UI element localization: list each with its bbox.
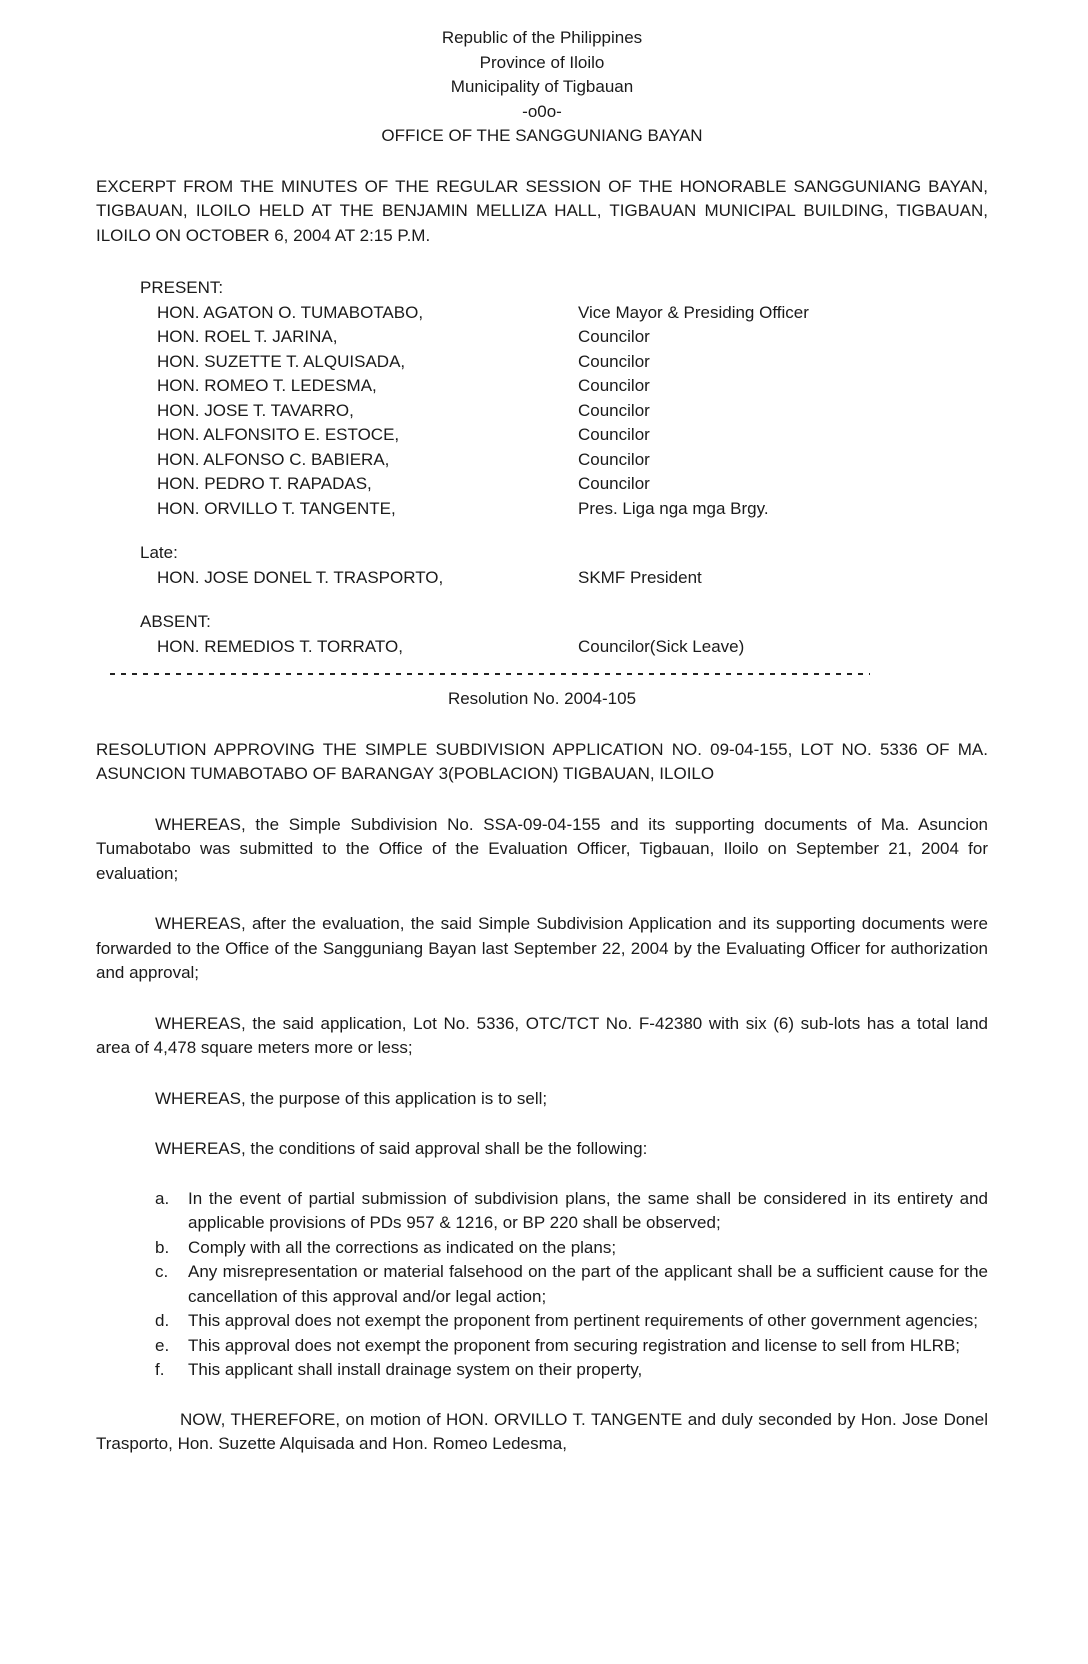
attendance-row xyxy=(96,566,988,591)
councilor-position: Councilor xyxy=(578,425,650,444)
condition-letter: d. xyxy=(155,1311,170,1330)
councilor-position: Councilor xyxy=(578,449,650,469)
councilor-name: HON. ROEL T. JARINA, xyxy=(157,327,338,346)
attendance-row xyxy=(96,423,988,448)
header-republic: Republic of the Philippines xyxy=(441,28,643,47)
councilor-name: HON. JOSE DONEL T. TRASPORTO, xyxy=(157,567,444,587)
absent-label: ABSENT: xyxy=(140,612,211,631)
whereas-paragraph: WHEREAS, the said application, Lot No. 5336, OTC/TCT No. F-42380 with six (6) sub-lots has a total land area of 4,478 square meters more or less; xyxy=(96,1013,988,1057)
condition-letter: f. xyxy=(155,1360,165,1379)
resolution-number: Resolution No. 2004-105 xyxy=(447,689,637,708)
conditions-list xyxy=(96,1187,988,1383)
attendance-row xyxy=(96,497,988,522)
councilor-position: Councilor xyxy=(578,376,650,395)
condition-text: This approval does not exempt the proponent from pertinent requirements of other government agencies; xyxy=(188,1311,979,1330)
condition-text: Any misrepresentation or material falsehood on the part of the applicant shall be a sufficient cause for the cancellation of this approval and/or legal action; xyxy=(188,1262,988,1306)
dashed-separator xyxy=(110,673,870,675)
condition-letter: c. xyxy=(155,1262,169,1281)
councilor-name: HON. AGATON O. TUMABOTABO, xyxy=(157,302,424,322)
councilor-position: SKMF President xyxy=(578,567,702,587)
whereas-paragraph: WHEREAS, the conditions of said approval shall be the following: xyxy=(155,1139,648,1158)
condition-text: Comply with all the corrections as indicated on the plans; xyxy=(188,1237,617,1257)
absent-section xyxy=(96,610,988,659)
condition-letter: a. xyxy=(155,1188,170,1208)
attendance-row xyxy=(96,301,988,326)
header-municipality: Municipality of Tigbauan xyxy=(450,77,634,96)
condition-item xyxy=(96,1187,988,1236)
councilor-position: Councilor xyxy=(578,474,650,493)
closing-paragraph: NOW, THEREFORE, on motion of HON. ORVILLO T. TANGENTE and duly seconded by Hon. Jose Donel Trasporto, Hon. Suzette Alquisada and Hon. Romeo Ledesma, xyxy=(96,1409,988,1453)
header-province: Province of Iloilo xyxy=(479,52,605,72)
condition-item xyxy=(96,1334,988,1359)
header-ornament: -o0o- xyxy=(522,101,562,121)
present-label: PRESENT: xyxy=(140,278,224,297)
late-label: Late: xyxy=(140,543,178,562)
councilor-name: HON. ALFONSITO E. ESTOCE, xyxy=(157,425,400,444)
excerpt-paragraph: EXCERPT FROM THE MINUTES OF THE REGULAR SESSION OF THE HONORABLE SANGGUNIANG BAYAN, TIGBAUAN, ILOILO HELD AT THE BENJAMIN MELLIZA HALL, TIGBAUAN MUNICIPAL BUILDING, TIGBAUAN, ILOILO ON OCTOBER 6, 2004 AT 2:15 P.M. xyxy=(96,176,988,245)
attendance-row xyxy=(96,374,988,399)
attendance-row xyxy=(96,448,988,473)
whereas-paragraph: WHEREAS, the Simple Subdivision No. SSA-09-04-155 and its supporting documents of Ma. Asuncion Tumabotabo was submitted to the Office of the Evaluation Officer, Tigbauan, Iloilo on September 21, 2004 for evaluation; xyxy=(96,814,988,883)
condition-text: This applicant shall install drainage system on their property, xyxy=(188,1360,643,1379)
condition-item xyxy=(96,1236,988,1261)
attendance-row xyxy=(96,635,988,660)
condition-item xyxy=(96,1358,988,1383)
councilor-name: HON. ALFONSO C. BABIERA, xyxy=(157,449,390,469)
condition-text: This approval does not exempt the proponent from securing registration and license to sell from HLRB; xyxy=(188,1335,961,1355)
resolution-title: RESOLUTION APPROVING THE SIMPLE SUBDIVISION APPLICATION NO. 09-04-155, LOT NO. 5336 OF MA. ASUNCION TUMABOTABO OF BARANGAY 3(POBLACION) TIGBAUAN, ILOILO xyxy=(96,739,988,783)
present-section xyxy=(96,276,988,521)
councilor-position: Councilor xyxy=(578,351,650,371)
attendance-row xyxy=(96,472,988,497)
document-header xyxy=(96,26,988,149)
councilor-name: HON. JOSE T. TAVARRO, xyxy=(157,400,354,420)
councilor-position: Councilor xyxy=(578,327,650,346)
councilor-name: HON. ROMEO T. LEDESMA, xyxy=(157,376,377,395)
attendance-row xyxy=(96,325,988,350)
condition-letter: b. xyxy=(155,1237,170,1257)
late-section xyxy=(96,541,988,590)
whereas-paragraph: WHEREAS, the purpose of this application is to sell; xyxy=(155,1088,548,1108)
councilor-position: Councilor xyxy=(578,400,650,420)
councilor-name: HON. ORVILLO T. TANGENTE, xyxy=(157,498,396,518)
header-office: OFFICE OF THE SANGGUNIANG BAYAN xyxy=(381,126,703,145)
condition-item xyxy=(96,1260,988,1309)
councilor-name: HON. SUZETTE T. ALQUISADA, xyxy=(157,351,406,371)
councilor-position: Councilor(Sick Leave) xyxy=(578,636,745,656)
councilor-name: HON. PEDRO T. RAPADAS, xyxy=(157,474,372,493)
whereas-paragraph: WHEREAS, after the evaluation, the said Simple Subdivision Application and its supporting documents were forwarded to the Office of the Sangguniang Bayan last September 22, 2004 by the Evaluating Officer for authorization and approval; xyxy=(96,914,988,982)
councilor-name: HON. REMEDIOS T. TORRATO, xyxy=(157,636,403,656)
attendance-row xyxy=(96,399,988,424)
councilor-position: Pres. Liga nga mga Brgy. xyxy=(578,498,769,518)
attendance-row xyxy=(96,350,988,375)
condition-text: In the event of partial submission of subdivision plans, the same shall be considered in its entirety and applicable provisions of PDs 957 & 1216, or BP 220 shall be observed; xyxy=(188,1188,988,1232)
councilor-position: Vice Mayor & Presiding Officer xyxy=(578,302,809,322)
condition-item xyxy=(96,1309,988,1334)
condition-letter: e. xyxy=(155,1335,170,1355)
